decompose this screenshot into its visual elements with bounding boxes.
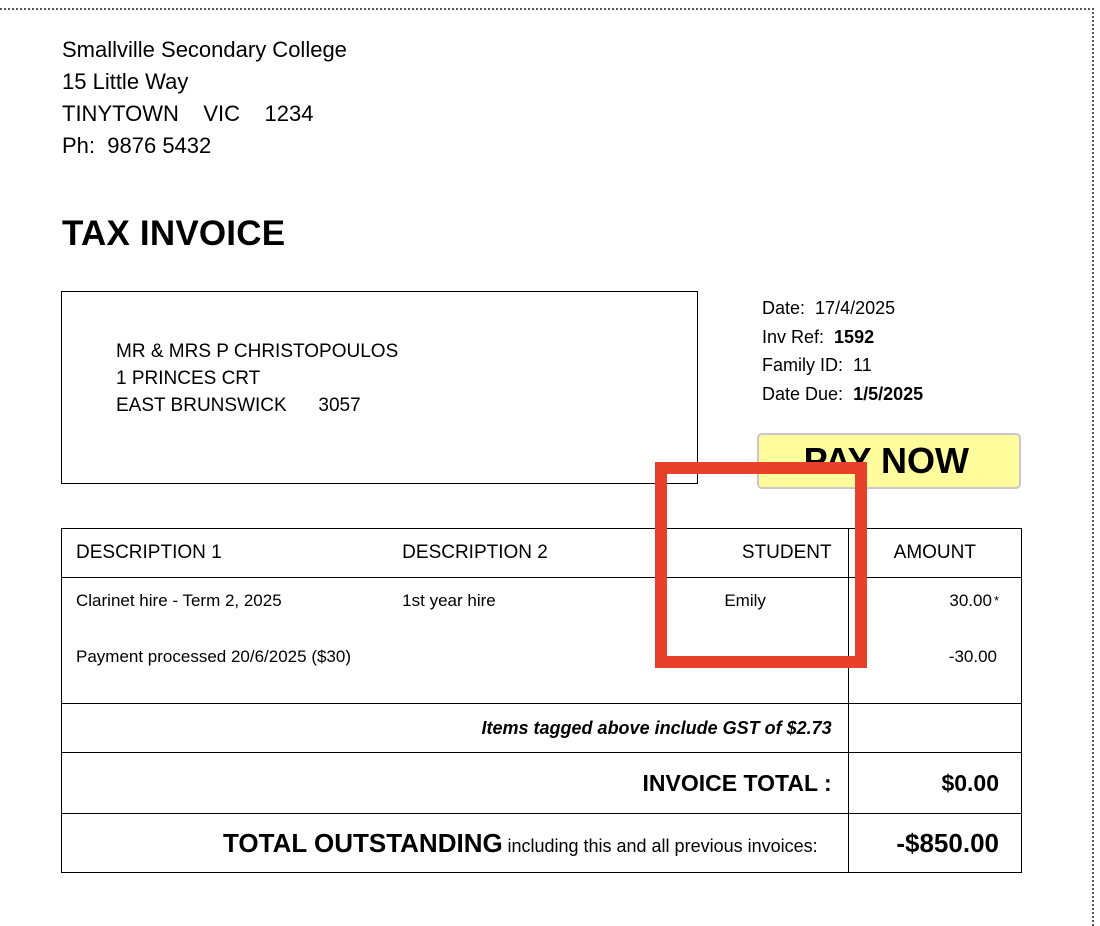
meta-date-value: 17/4/2025 bbox=[815, 298, 896, 318]
school-phone-label: Ph: bbox=[62, 133, 96, 158]
outstanding-row bbox=[62, 814, 1022, 873]
school-name: Smallville Secondary College bbox=[62, 37, 347, 62]
row-1-desc2: 1st year hire bbox=[402, 591, 496, 610]
outstanding-label: TOTAL OUTSTANDING bbox=[222, 827, 503, 858]
recipient-address-box bbox=[61, 291, 698, 484]
invoice-title: TAX INVOICE bbox=[62, 214, 286, 253]
header-description-1: DESCRIPTION 1 bbox=[62, 529, 389, 578]
row-1-desc1: Clarinet hire - Term 2, 2025 bbox=[76, 591, 282, 610]
school-suburb: TINYTOWN bbox=[62, 101, 179, 126]
recipient-locality bbox=[116, 392, 398, 419]
row-2-amount bbox=[849, 647, 999, 703]
header-student: STUDENT bbox=[714, 529, 848, 578]
invoice-table bbox=[61, 528, 1022, 873]
outstanding-total: -$850.00 bbox=[848, 814, 1021, 873]
recipient-suburb: EAST BRUNSWICK bbox=[116, 395, 287, 416]
gst-row bbox=[62, 704, 1022, 753]
row-1-amount bbox=[849, 591, 999, 647]
recipient-name: MR & MRS P CHRISTOPOULOS bbox=[116, 341, 399, 362]
school-locality bbox=[62, 98, 347, 130]
gst-note: Items tagged above include GST of $2.73 bbox=[62, 704, 849, 753]
meta-ref bbox=[762, 323, 923, 352]
row-1-amount-value: 30.00 bbox=[949, 591, 992, 610]
school-phone-line bbox=[62, 130, 347, 162]
meta-ref-label: Inv Ref: bbox=[762, 326, 825, 347]
meta-family-value: 11 bbox=[853, 355, 872, 375]
row-2-desc2 bbox=[402, 647, 714, 703]
meta-family bbox=[762, 351, 923, 380]
recipient-postcode: 3057 bbox=[318, 395, 361, 416]
meta-ref-value: 1592 bbox=[834, 326, 875, 347]
meta-date bbox=[762, 294, 923, 323]
table-body-row bbox=[62, 578, 1022, 704]
gst-amount-cell bbox=[848, 704, 1021, 753]
meta-due-value: 1/5/2025 bbox=[853, 383, 924, 404]
school-state: VIC bbox=[203, 101, 241, 126]
row-2-desc1: Payment processed 20/6/2025 ($30) bbox=[76, 647, 352, 666]
header-description-2: DESCRIPTION 2 bbox=[388, 529, 714, 578]
meta-due bbox=[762, 380, 923, 409]
outstanding-note: including this and all previous invoices: bbox=[507, 835, 818, 856]
school-street: 15 Little Way bbox=[62, 69, 189, 94]
invoice-meta bbox=[762, 294, 923, 408]
row-2-student bbox=[724, 647, 847, 703]
recipient-street: 1 PRINCES CRT bbox=[116, 368, 261, 389]
meta-due-label: Date Due: bbox=[762, 383, 844, 404]
pay-now-button[interactable]: PAY NOW bbox=[757, 433, 1021, 489]
invoice-total-row bbox=[62, 753, 1022, 814]
header-amount: AMOUNT bbox=[848, 529, 1021, 578]
meta-date-label: Date: bbox=[762, 298, 806, 318]
invoice-total-value: $0.00 bbox=[848, 753, 1021, 814]
meta-family-label: Family ID: bbox=[762, 355, 843, 375]
school-address bbox=[62, 34, 347, 162]
table-header-row bbox=[62, 529, 1022, 578]
row-2-amount-value: -30.00 bbox=[948, 647, 997, 666]
school-phone: 9876 5432 bbox=[107, 133, 212, 158]
gst-tag: * bbox=[993, 593, 999, 608]
school-postcode: 1234 bbox=[264, 101, 314, 126]
invoice-total-label: INVOICE TOTAL : bbox=[62, 753, 849, 814]
row-1-student: Emily bbox=[724, 591, 766, 610]
